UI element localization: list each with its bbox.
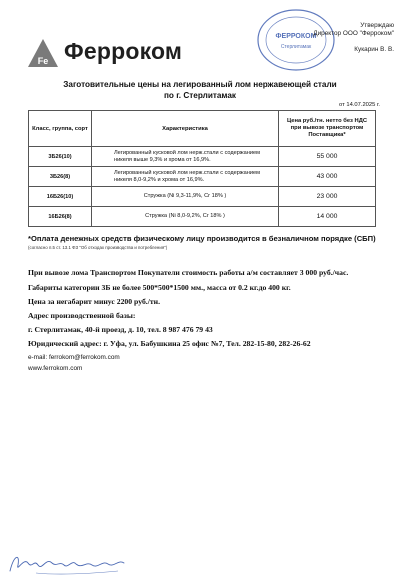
price-table (28, 110, 376, 227)
row-code: 16Б26(10) (29, 187, 92, 207)
dimensions-line: Габариты категории 3Б не более 500*500*1500 мм., масса от 0.2 кг.до 400 кг. (28, 283, 291, 292)
logo-letters: Fe (37, 56, 49, 66)
table-header-row (29, 111, 376, 147)
document-date: от 14.07.2025 г. (338, 102, 380, 108)
header-price: Цена руб./тн. нетто без НДС при вывозе транспортом Поставщика* (279, 111, 376, 147)
handwritten-signature (6, 551, 136, 577)
approval-line: Утверждаю (360, 22, 394, 29)
row-price: 23 000 (279, 187, 376, 207)
table-row (29, 207, 376, 227)
oversize-price-line: Цена за негабарит минус 2200 руб./тн. (28, 297, 160, 306)
website-link[interactable]: www.ferrokom.com (28, 365, 83, 372)
table-row (29, 187, 376, 207)
approval-name: Кукарин В. В. (354, 46, 394, 53)
header-description: Характеристика (92, 111, 279, 147)
payment-notice: *Оплата денежных средств физическому лицу производится в безналичном порядке (СБП) (28, 234, 376, 243)
table-row (29, 147, 376, 167)
approval-director: Директор ООО "Ферроком" (313, 30, 394, 37)
seal-city: Стерлитамак (280, 44, 312, 50)
base-address-heading: Адрес производственной базы: (28, 311, 136, 320)
row-price: 14 000 (279, 207, 376, 227)
company-logo-icon (28, 39, 58, 67)
row-price: 55 000 (279, 147, 376, 167)
row-description: Легированный кусковой лом нерж.стали с содержанием никеля выше 9,3% и хрома от 16,9%. (92, 147, 279, 167)
row-code: 3Б26(8) (29, 167, 92, 187)
company-name: Ферроком (64, 38, 183, 64)
legal-address: Юридический адрес: г. Уфа, ул. Бабушкина 25 офис №7, Тел. 282-15-80, 282-26-62 (28, 339, 311, 348)
row-description: Стружка (Ni 9,3-11,9%, Cr 18% ) (92, 187, 279, 207)
row-description: Стружка (Ni 8,0-9,2%, Cr 18% ) (92, 207, 279, 227)
seal-text: ФЕРРОКОМ (275, 33, 317, 40)
row-code: 3Б26(10) (29, 147, 92, 167)
base-address: г. Стерлитамак, 40-й проезд, д. 10, тел. 8 987 476 79 43 (28, 325, 213, 334)
header-code: Класс, группа, сорт (29, 111, 92, 147)
table-row (29, 167, 376, 187)
email-link[interactable]: e-mail: ferrokom@ferrokom.com (28, 354, 120, 361)
title-line-2: по г. Стерлитамак (163, 91, 237, 100)
title-line-1: Заготовительные цены на легированный лом нержавеющей стали (63, 80, 337, 89)
row-description: Легированный кусковой лом нерж.стали с содержанием никеля 8,0-9,2% и хрома от 16,9%. (92, 167, 279, 187)
payment-notice-reference: (согласно п.5 ст. 13.1 ФЗ "Об отходах производства и потребления") (28, 245, 168, 250)
document-title (20, 79, 380, 101)
row-code: 16Б26(8) (29, 207, 92, 227)
transport-cost-line: При вывозе лома Транспортом Покупатели стоимость работы а/м составляет 3 000 руб./час. (28, 268, 349, 277)
approval-block (272, 22, 394, 54)
row-price: 43 000 (279, 167, 376, 187)
